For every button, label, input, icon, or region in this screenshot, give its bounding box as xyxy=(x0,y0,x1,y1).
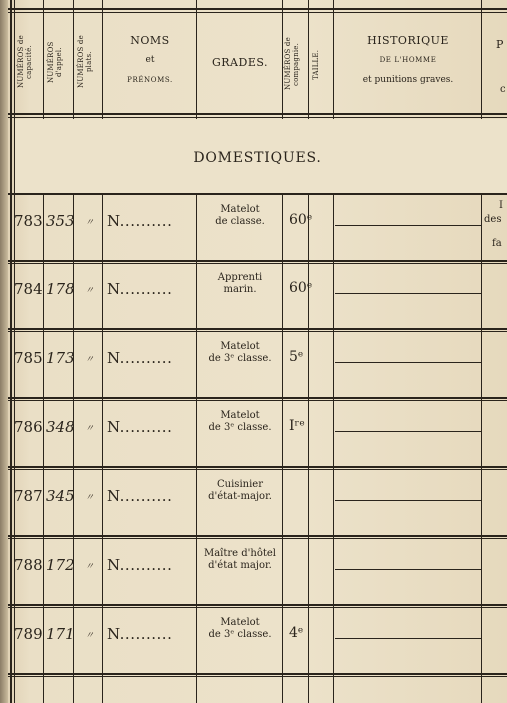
row-separator xyxy=(8,469,507,470)
row-name: N.......... xyxy=(107,349,173,367)
row-separator xyxy=(8,538,507,539)
row-capacity-number: 787 xyxy=(14,487,43,505)
row-capacity-number: 785 xyxy=(14,349,43,367)
header-plats: NUMÉROS de plats. xyxy=(77,35,93,89)
row-separator xyxy=(8,466,507,468)
row-separator xyxy=(8,400,507,401)
row-name: N.......... xyxy=(107,625,173,643)
header-historique-punitions: et punitions graves. xyxy=(362,75,454,85)
row-company: 4ᵉ xyxy=(289,625,304,641)
row-grade-line2: de classe. xyxy=(215,216,265,227)
row-separator xyxy=(8,607,507,608)
table-row xyxy=(8,609,507,691)
row-history-line xyxy=(335,569,481,570)
row-grade-line2: de 3ᵉ classe. xyxy=(208,629,272,640)
row-separator xyxy=(8,397,507,399)
row-capacity-number: 789 xyxy=(14,625,43,643)
header-grades-label: GRADES. xyxy=(211,56,268,69)
row-capacity-number: 784 xyxy=(14,280,43,298)
row-grade-line1: Matelot xyxy=(220,617,260,628)
row-appel-number: 171 xyxy=(46,625,75,643)
row-separator xyxy=(8,260,507,262)
row-grade-line1: Apprenti xyxy=(217,272,263,283)
row-grade xyxy=(196,204,284,228)
header-historique xyxy=(336,34,480,87)
row-history-line xyxy=(335,638,481,639)
row-capacity-number: 788 xyxy=(14,556,43,574)
row-appel-number: 348 xyxy=(46,418,75,436)
header-taille: TAILLE. xyxy=(312,49,320,80)
header-noms-prenoms: PRÉNOMS. xyxy=(127,76,173,84)
header-noms xyxy=(106,34,194,87)
row-grade xyxy=(196,410,284,434)
row-plats-mark: 〃 xyxy=(85,218,95,228)
row-grade-line2: marin. xyxy=(223,284,257,295)
row-name: N.......... xyxy=(107,418,173,436)
rule-header-bottom xyxy=(8,113,507,115)
row-separator xyxy=(8,331,507,332)
row-cut-text-2: des xyxy=(484,214,502,225)
row-separator xyxy=(8,604,507,606)
row-capacity-number: 786 xyxy=(14,418,43,436)
row-plats-mark: 〃 xyxy=(85,286,95,296)
row-name: N.......... xyxy=(107,212,173,230)
row-cut-text-1: I xyxy=(499,200,503,211)
header-cut-2: c xyxy=(500,84,506,95)
row-grade xyxy=(196,479,284,503)
row-company: 60ᵉ xyxy=(289,280,313,296)
row-plats-mark: 〃 xyxy=(85,562,95,572)
row-plats-mark: 〃 xyxy=(85,631,95,641)
row-grade xyxy=(196,272,284,296)
row-cut-text-3: fa xyxy=(492,238,502,249)
row-appel-number: 178 xyxy=(46,280,75,298)
header-historique-title: HISTORIQUE xyxy=(367,34,449,47)
row-grade-line1: Matelot xyxy=(220,341,260,352)
row-separator xyxy=(8,676,507,677)
row-separator xyxy=(8,535,507,537)
row-appel-number: 173 xyxy=(46,349,75,367)
row-grade-line2: de 3ᵉ classe. xyxy=(208,353,272,364)
header-grades xyxy=(198,56,282,69)
row-company: Iʳᵉ xyxy=(289,418,305,434)
row-separator xyxy=(8,328,507,330)
header-historique-sub: DE L'HOMME xyxy=(379,56,437,64)
row-name: N.......... xyxy=(107,280,173,298)
row-appel-number: 345 xyxy=(46,487,75,505)
page-binding xyxy=(0,0,8,703)
header-compagnie: NUMÉROS de compagnie. xyxy=(284,37,300,91)
row-company: 5ᵉ xyxy=(289,349,304,365)
row-history-line xyxy=(335,500,481,501)
header-noms-et: et xyxy=(145,55,155,65)
rule-section-bottom xyxy=(8,193,507,195)
row-grade-line1: Matelot xyxy=(220,204,260,215)
row-capacity-number: 783 xyxy=(14,212,43,230)
row-plats-mark: 〃 xyxy=(85,355,95,365)
row-separator xyxy=(8,673,507,675)
row-plats-mark: 〃 xyxy=(85,424,95,434)
row-plats-mark: 〃 xyxy=(85,493,95,503)
row-appel-number: 172 xyxy=(46,556,75,574)
header-noms-title: NOMS xyxy=(130,34,170,47)
row-history-line xyxy=(335,431,481,432)
header-cut-1: P xyxy=(496,38,504,51)
row-appel-number: 353 xyxy=(46,212,75,230)
row-company: 60ᵉ xyxy=(289,212,313,228)
rule-top-inner xyxy=(8,12,507,13)
row-history-line xyxy=(335,225,481,226)
row-name: N.......... xyxy=(107,487,173,505)
row-history-line xyxy=(335,293,481,294)
header-appel: NUMÉROS d'appel. xyxy=(47,41,63,83)
row-grade-line2: d'état-major. xyxy=(208,491,272,502)
row-history-line xyxy=(335,362,481,363)
row-grade xyxy=(196,341,284,365)
rule-header-bottom-2 xyxy=(8,117,507,118)
row-grade-line1: Cuisinier xyxy=(217,479,263,490)
row-grade-line1: Matelot xyxy=(220,410,260,421)
row-grade-line1: Maître d'hôtel xyxy=(203,548,277,559)
header-capacite: NUMÉROS de capacité. xyxy=(17,35,33,89)
row-grade xyxy=(196,617,284,641)
row-grade-line2: de 3ᵉ classe. xyxy=(208,422,272,433)
row-grade xyxy=(196,548,284,572)
rule-top xyxy=(8,8,507,10)
row-grade-line2: d'état major. xyxy=(208,560,272,571)
row-name: N.......... xyxy=(107,556,173,574)
section-title: DOMESTIQUES. xyxy=(193,150,322,166)
